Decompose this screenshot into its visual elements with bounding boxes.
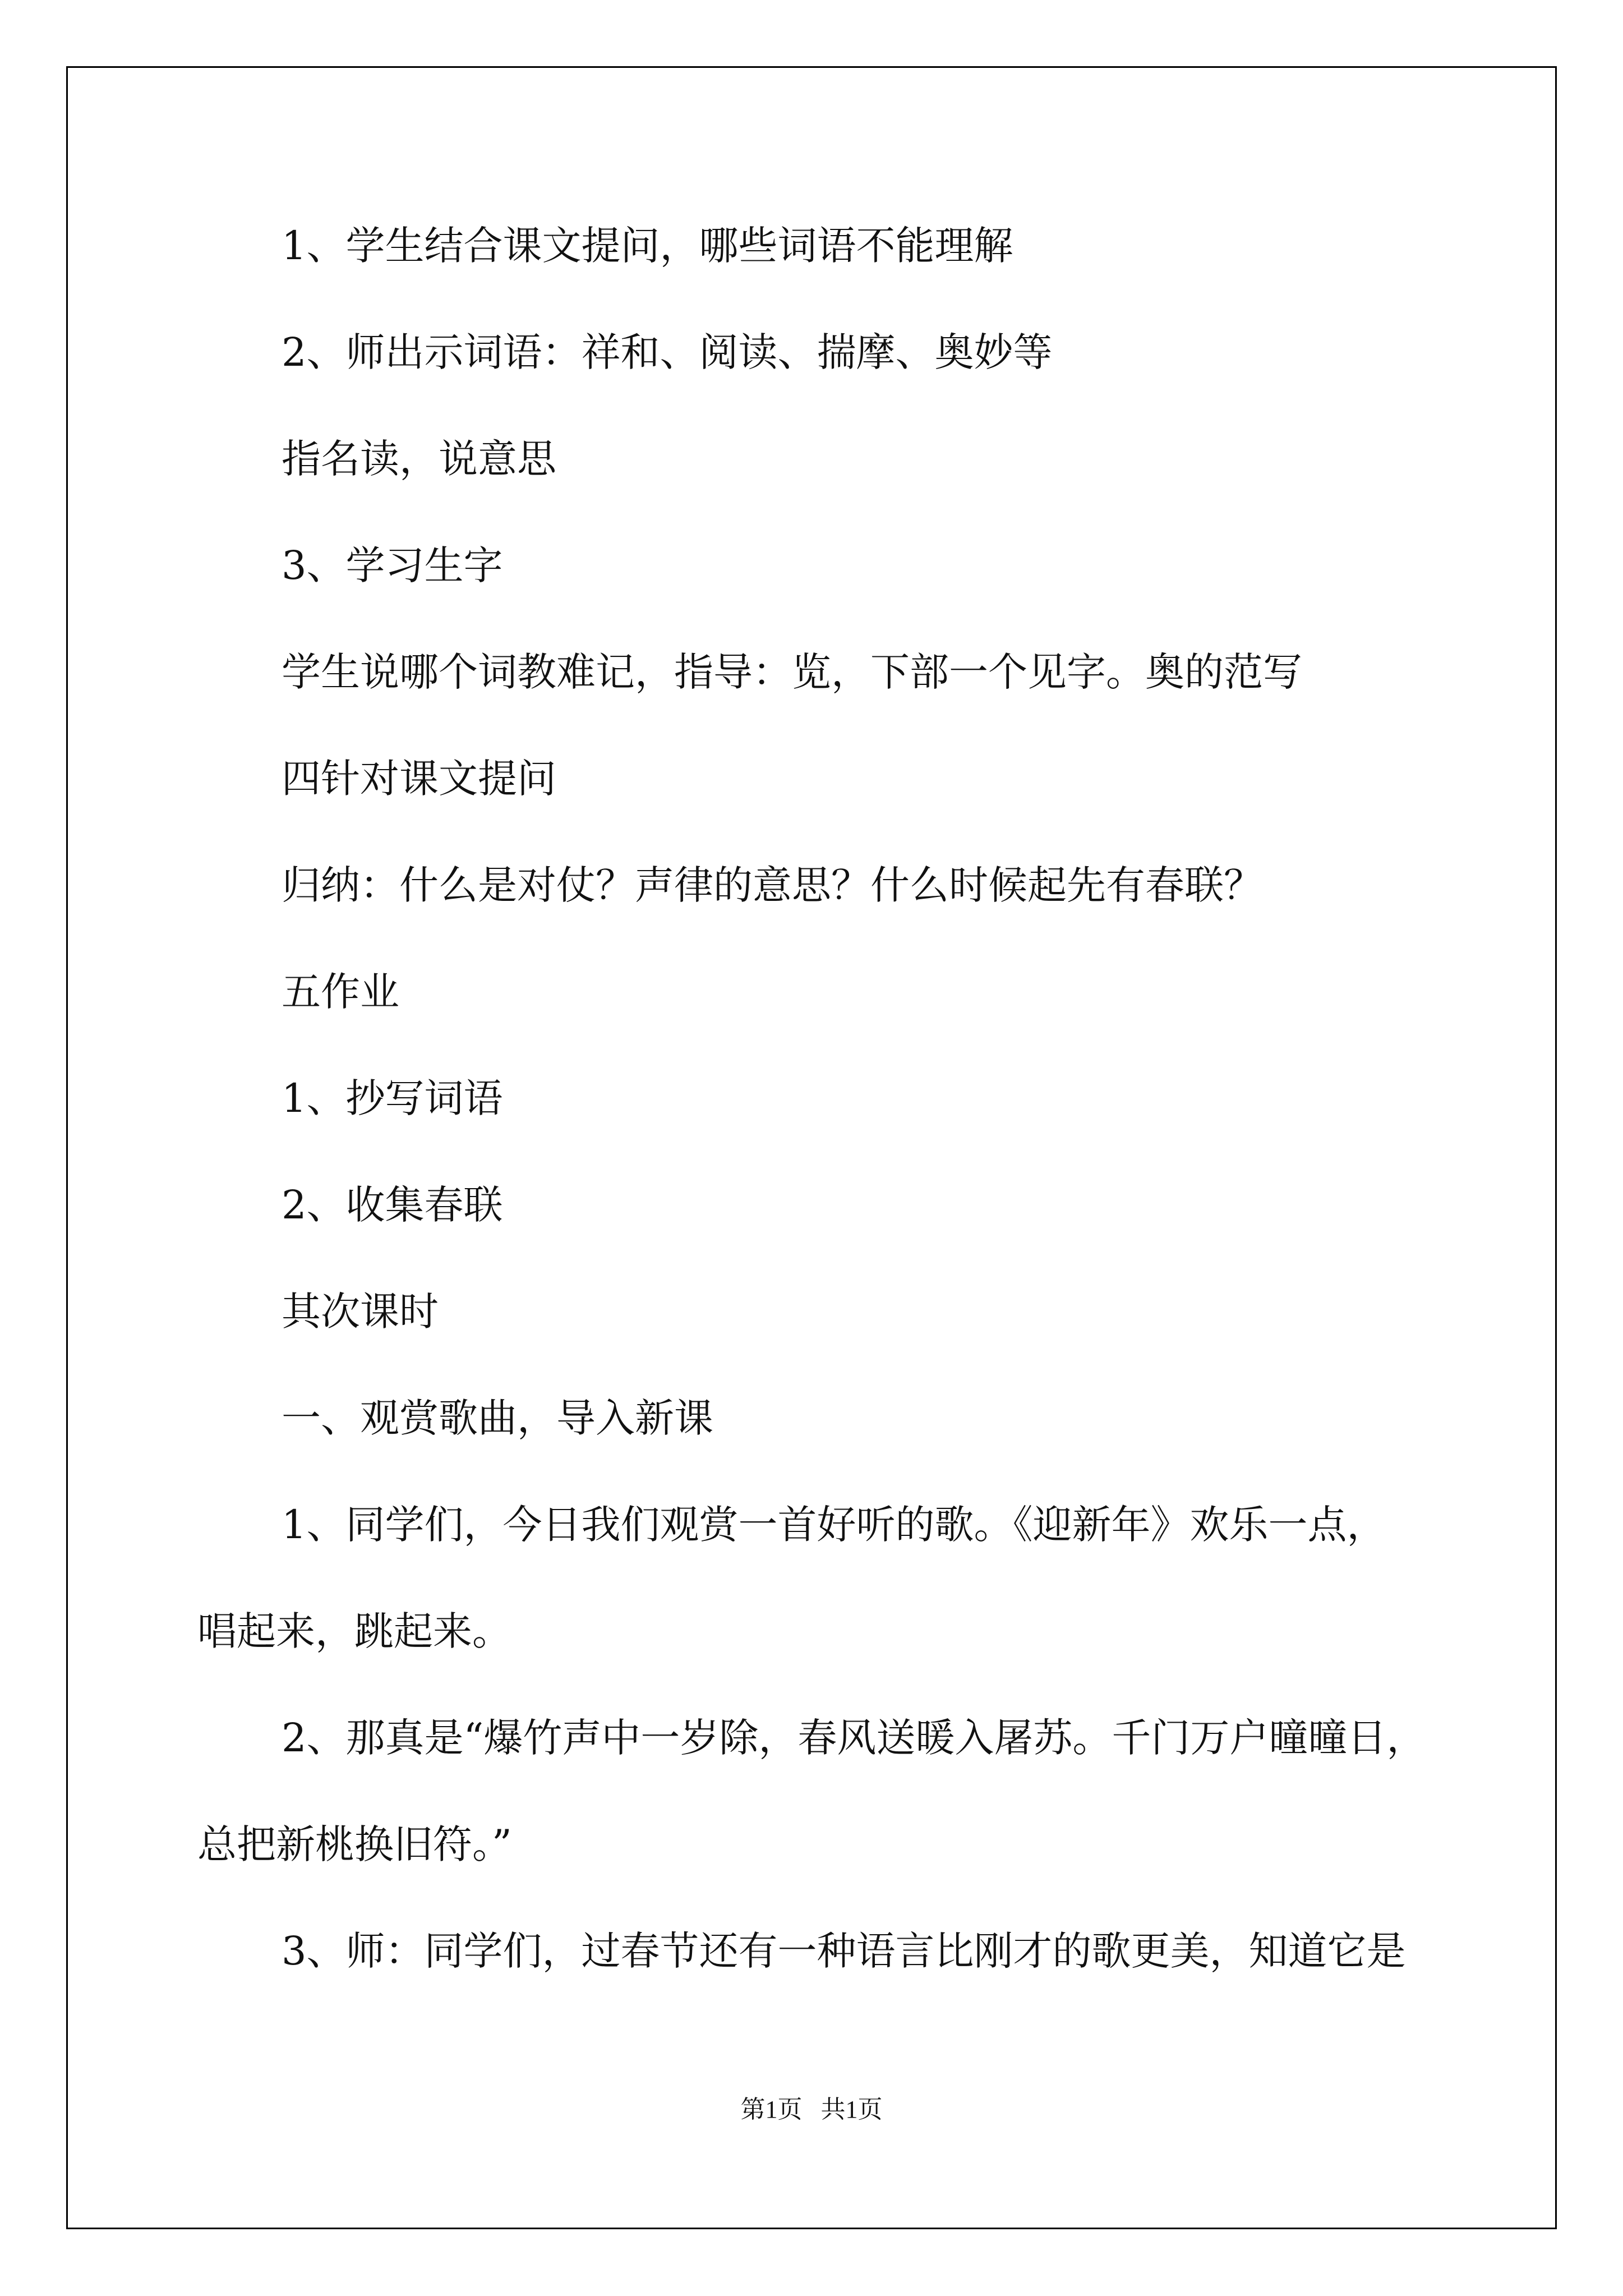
paragraph-15-line-1: 3、师：同学们，过春节还有一种语言比刚才的歌更美，知道它是 bbox=[282, 1928, 1406, 1974]
paragraph-11: 其次课时 bbox=[282, 1289, 439, 1335]
paragraph-12: 一、观赏歌曲，导入新课 bbox=[282, 1395, 713, 1441]
paragraph-10: 2、收集春联 bbox=[282, 1182, 503, 1228]
paragraph-2: 2、师出示词语：祥和、阅读、揣摩、奥妙等 bbox=[282, 329, 1053, 375]
page-border bbox=[66, 66, 1557, 2229]
paragraph-7: 归纳：什么是对仗？声律的意思？什么时候起先有春联？ bbox=[282, 862, 1263, 908]
paragraph-6: 四针对课文提问 bbox=[282, 756, 556, 802]
paragraph-5: 学生说哪个词教难记，指导：览，下部一个见字。奥的范写 bbox=[282, 649, 1302, 695]
paragraph-9: 1、抄写词语 bbox=[282, 1075, 503, 1121]
paragraph-4: 3、学习生字 bbox=[282, 542, 503, 588]
page-footer: 第1页 共1页 bbox=[740, 2096, 883, 2123]
paragraph-13-line-2: 唱起来，跳起来。 bbox=[197, 1608, 511, 1654]
paragraph-14-line-1: 2、那真是“爆竹声中一岁除，春风送暖入屠苏。千门万户曈曈日， bbox=[282, 1715, 1426, 1761]
paragraph-8: 五作业 bbox=[282, 969, 399, 1015]
paragraph-14-line-2: 总把新桃换旧符。” bbox=[197, 1821, 512, 1867]
paragraph-3: 指名读，说意思 bbox=[282, 436, 556, 482]
paragraph-13-line-1: 1、同学们，今日我们观赏一首好听的歌。《迎新年》欢乐一点， bbox=[282, 1502, 1386, 1548]
paragraph-1: 1、学生结合课文提问，哪些词语不能理解 bbox=[282, 223, 1013, 269]
